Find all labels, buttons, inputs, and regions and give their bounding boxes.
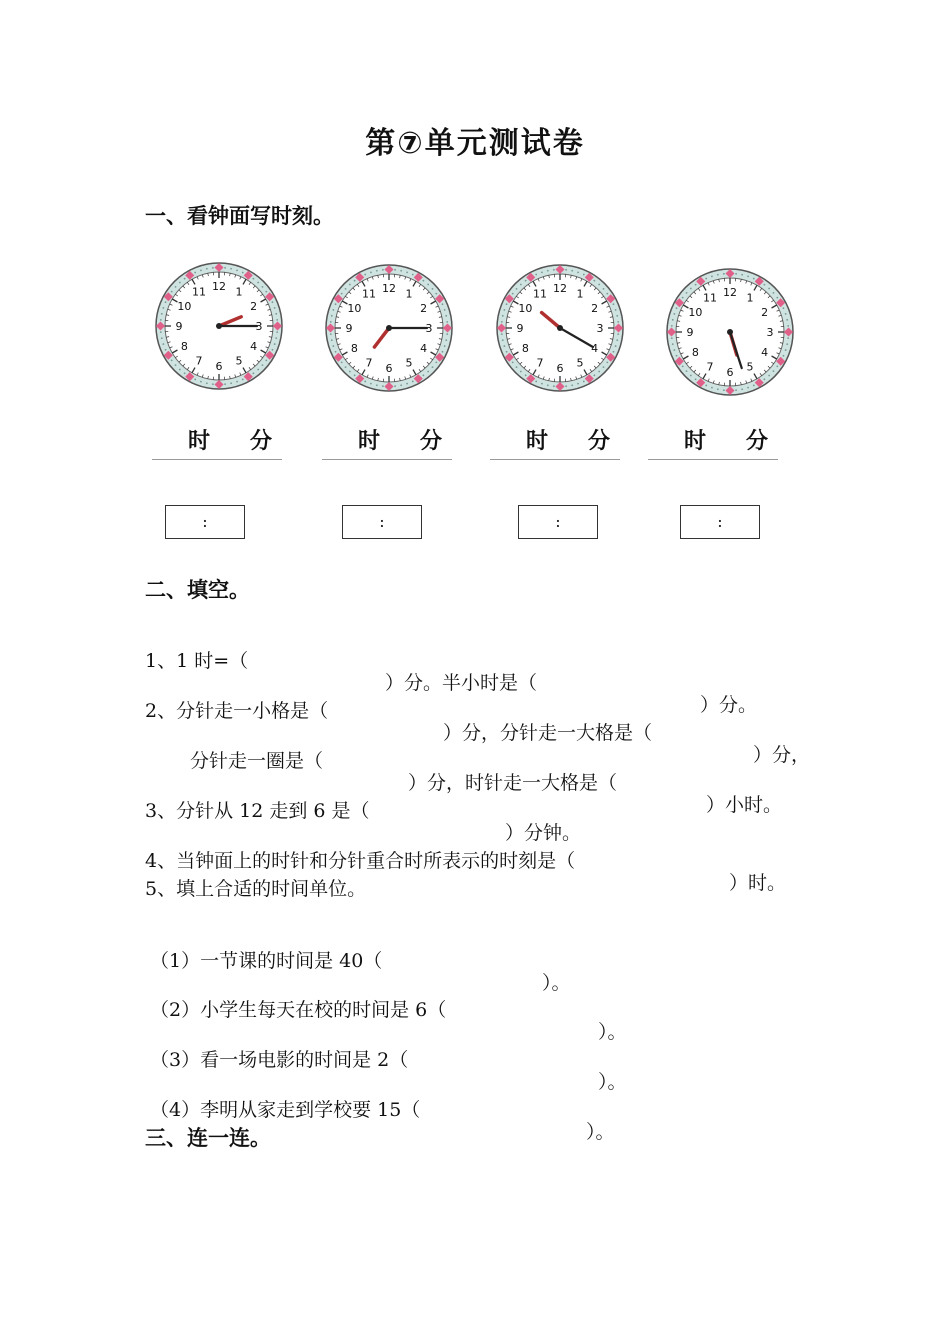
clock-numeral: 3 xyxy=(766,326,774,339)
rim-dot xyxy=(265,359,267,361)
clock-numeral: 5 xyxy=(576,356,584,370)
q2-part-f[interactable]: ）小时。 xyxy=(706,794,783,816)
clock-numeral: 4 xyxy=(420,342,428,355)
clock-face-2 xyxy=(323,262,455,394)
rim-dot xyxy=(512,361,514,363)
rim-dot xyxy=(676,355,678,357)
clock-numeral: 7 xyxy=(195,354,203,368)
rim-dot xyxy=(717,274,719,276)
rim-dot xyxy=(257,369,259,371)
rim-dot xyxy=(274,343,276,345)
hour-label: 时 xyxy=(684,429,707,454)
q1-part-a: 1、1 时=（ xyxy=(145,650,249,672)
rim-dot xyxy=(432,288,434,290)
rim-dot xyxy=(535,274,537,276)
rim-dot xyxy=(673,349,675,351)
rim-dot xyxy=(161,337,163,339)
clock-numeral: 3 xyxy=(425,322,433,335)
digital-time-box-2[interactable]: : xyxy=(342,505,422,539)
q2-part-d: 分针走一圈是（ xyxy=(190,750,324,772)
rim-dot xyxy=(785,313,787,315)
rim-dot xyxy=(717,388,719,390)
hour-label: 时 xyxy=(526,429,549,454)
rim-dot xyxy=(274,307,276,309)
clock-numeral: 7 xyxy=(536,356,544,370)
rim-dot xyxy=(768,375,770,377)
q1-part-c[interactable]: ）分。 xyxy=(700,694,758,716)
hour-label: 时 xyxy=(188,429,211,454)
clock-numeral: 1 xyxy=(235,285,243,299)
rim-dot xyxy=(406,383,408,385)
rim-dot xyxy=(723,273,725,275)
rim-dot xyxy=(705,278,707,280)
rim-dot xyxy=(606,361,608,363)
rim-dot xyxy=(723,389,725,391)
rim-dot xyxy=(376,270,378,272)
time-answer-line-1[interactable] xyxy=(152,424,282,460)
clock-numeral: 9 xyxy=(516,322,524,335)
digital-time-box-4[interactable]: : xyxy=(680,505,760,539)
clock-numeral: 8 xyxy=(691,346,699,359)
rim-dot xyxy=(525,280,527,282)
clock-numeral: 12 xyxy=(723,286,737,299)
rim-dot xyxy=(747,275,749,277)
clock-numeral: 2 xyxy=(250,300,258,313)
rim-dot xyxy=(354,280,356,282)
rim-dot xyxy=(162,343,164,345)
rim-dot xyxy=(400,384,402,386)
rim-dot xyxy=(444,309,446,311)
rim-dot xyxy=(427,371,429,373)
rim-dot xyxy=(711,387,713,389)
rim-dot xyxy=(711,275,713,277)
rim-dot xyxy=(705,385,707,387)
rim-dot xyxy=(262,286,264,288)
minute-label: 分 xyxy=(420,429,443,454)
rim-dot xyxy=(603,366,605,368)
rim-dot xyxy=(783,355,785,357)
clock-numeral: 9 xyxy=(175,320,183,333)
minute-label: 分 xyxy=(250,429,273,454)
q5-4-part-b[interactable]: ）。 xyxy=(586,1121,615,1143)
rim-dot xyxy=(617,321,619,323)
rim-dot xyxy=(230,268,232,270)
rim-dot xyxy=(768,288,770,290)
clock-center xyxy=(557,325,563,331)
rim-dot xyxy=(593,374,595,376)
rim-dot xyxy=(432,366,434,368)
rim-dot xyxy=(686,370,688,372)
q5-2-part-a: （2）小学生每天在校的时间是 6（ xyxy=(150,999,447,1021)
rim-dot xyxy=(672,319,674,321)
q5-3-part-a: （3）看一场电影的时间是 2（ xyxy=(150,1049,409,1071)
minute-label: 分 xyxy=(746,429,769,454)
rim-dot xyxy=(682,297,684,299)
clock-numeral: 7 xyxy=(365,356,373,370)
rim-dot xyxy=(422,280,424,282)
rim-dot xyxy=(686,292,688,294)
rim-dot xyxy=(502,339,504,341)
rim-dot xyxy=(442,351,444,353)
clock-numeral: 2 xyxy=(420,302,428,315)
rim-dot xyxy=(787,337,789,339)
rim-dot xyxy=(160,331,162,333)
q5-1-part-b[interactable]: ）。 xyxy=(542,972,571,994)
rim-dot xyxy=(773,292,775,294)
rim-dot xyxy=(330,333,332,335)
rim-dot xyxy=(577,271,579,273)
rim-dot xyxy=(349,371,351,373)
clock-numeral: 10 xyxy=(347,302,362,315)
rim-dot xyxy=(690,375,692,377)
rim-dot xyxy=(236,269,238,271)
clock-numeral: 4 xyxy=(250,340,258,353)
clock-numeral: 3 xyxy=(596,322,604,335)
rim-dot xyxy=(171,291,173,293)
rim-dot xyxy=(682,365,684,367)
rim-dot xyxy=(583,381,585,383)
digital-time-box-1[interactable]: : xyxy=(165,505,245,539)
rim-dot xyxy=(345,288,347,290)
clock-numeral: 1 xyxy=(746,291,754,305)
section-1-heading: 一、看钟面写时刻。 xyxy=(145,204,334,228)
rim-dot xyxy=(275,313,277,315)
rim-dot xyxy=(179,369,181,371)
section-3-heading: 三、连一连。 xyxy=(145,1126,271,1150)
rim-dot xyxy=(435,361,437,363)
rim-dot xyxy=(786,343,788,345)
rim-dot xyxy=(747,387,749,389)
rim-dot xyxy=(165,301,167,303)
clock-numeral: 4 xyxy=(761,346,769,359)
rim-dot xyxy=(236,381,238,383)
rim-dot xyxy=(741,274,743,276)
q5-2-part-b[interactable]: ）。 xyxy=(598,1021,627,1043)
rim-dot xyxy=(394,385,396,387)
rim-dot xyxy=(435,293,437,295)
rim-dot xyxy=(364,274,366,276)
clock-face-3 xyxy=(494,262,626,394)
rim-dot xyxy=(212,267,214,269)
clock-numeral: 11 xyxy=(533,287,547,301)
rim-dot xyxy=(776,365,778,367)
clock-numeral: 5 xyxy=(405,356,413,370)
rim-dot xyxy=(175,364,177,366)
rim-dot xyxy=(520,284,522,286)
rim-dot xyxy=(382,385,384,387)
q4-part-b[interactable]: ）时。 xyxy=(729,872,787,894)
rim-dot xyxy=(753,385,755,387)
q1-part-b[interactable]: ）分。半小时是（ xyxy=(385,672,538,694)
rim-dot xyxy=(763,378,765,380)
rim-dot xyxy=(276,331,278,333)
clock-center xyxy=(727,329,733,335)
rim-dot xyxy=(376,384,378,386)
rim-dot xyxy=(262,364,264,366)
rim-dot xyxy=(335,351,337,353)
rim-dot xyxy=(400,270,402,272)
q2-part-e[interactable]: ）分，时针走一大格是（ xyxy=(408,772,618,794)
rim-dot xyxy=(502,315,504,317)
rim-dot xyxy=(735,273,737,275)
rim-dot xyxy=(776,297,778,299)
rim-dot xyxy=(501,333,503,335)
hour-label: 时 xyxy=(358,429,381,454)
rim-dot xyxy=(341,293,343,295)
clock-numeral: 8 xyxy=(521,342,529,355)
rim-dot xyxy=(735,389,737,391)
rim-dot xyxy=(785,349,787,351)
rim-dot xyxy=(512,293,514,295)
rim-dot xyxy=(427,284,429,286)
rim-dot xyxy=(783,307,785,309)
rim-dot xyxy=(565,385,567,387)
clock-numeral: 8 xyxy=(180,340,188,353)
rim-dot xyxy=(571,270,573,272)
rim-dot xyxy=(382,269,384,271)
rim-dot xyxy=(224,267,226,269)
rim-dot xyxy=(446,333,448,335)
clock-numeral: 10 xyxy=(688,306,703,319)
rim-dot xyxy=(412,274,414,276)
rim-dot xyxy=(516,288,518,290)
rim-dot xyxy=(547,270,549,272)
rim-dot xyxy=(671,337,673,339)
rim-dot xyxy=(541,383,543,385)
clock-numeral: 4 xyxy=(591,342,599,355)
rim-dot xyxy=(503,345,505,347)
rim-dot xyxy=(252,372,254,374)
rim-dot xyxy=(206,382,208,384)
rim-dot xyxy=(615,309,617,311)
rim-dot xyxy=(171,359,173,361)
rim-dot xyxy=(330,321,332,323)
clock-numeral: 12 xyxy=(382,282,396,295)
rim-dot xyxy=(603,288,605,290)
q3-part-a: 3、分针从 12 走到 6 是（ xyxy=(145,800,370,822)
section-2-heading: 二、填空。 xyxy=(145,578,250,602)
clock-numeral: 1 xyxy=(576,287,584,301)
rim-dot xyxy=(672,343,674,345)
rim-dot xyxy=(671,325,673,327)
rim-dot xyxy=(275,337,277,339)
rim-dot xyxy=(741,388,743,390)
clock-numeral: 6 xyxy=(215,360,223,373)
rim-dot xyxy=(525,374,527,376)
rim-dot xyxy=(412,381,414,383)
rim-dot xyxy=(506,303,508,305)
rim-dot xyxy=(501,321,503,323)
clock-numeral: 9 xyxy=(345,322,353,335)
clock-numeral: 7 xyxy=(706,360,714,374)
clock-numeral: 5 xyxy=(235,354,243,368)
rim-dot xyxy=(676,307,678,309)
rim-dot xyxy=(598,371,600,373)
rim-dot xyxy=(446,321,448,323)
clock-numeral: 1 xyxy=(405,287,413,301)
clock-numeral: 11 xyxy=(192,285,206,299)
rim-dot xyxy=(547,384,549,386)
rim-dot xyxy=(553,269,555,271)
rim-dot xyxy=(445,339,447,341)
clock-numeral: 5 xyxy=(746,360,754,374)
clock-numeral: 2 xyxy=(591,302,599,315)
rim-dot xyxy=(571,384,573,386)
rim-dot xyxy=(613,351,615,353)
rim-dot xyxy=(212,383,214,385)
rim-dot xyxy=(370,271,372,273)
rim-dot xyxy=(162,307,164,309)
q3-part-b[interactable]: ）分钟。 xyxy=(505,822,582,844)
q2-part-b[interactable]: ）分，分针走一大格是（ xyxy=(443,722,653,744)
rim-dot xyxy=(442,303,444,305)
clock-numeral: 10 xyxy=(518,302,533,315)
rim-dot xyxy=(332,309,334,311)
rim-dot xyxy=(577,383,579,385)
clock-numeral: 3 xyxy=(255,320,263,333)
minute-label: 分 xyxy=(588,429,611,454)
rim-dot xyxy=(516,366,518,368)
rim-dot xyxy=(242,379,244,381)
rim-dot xyxy=(673,313,675,315)
rim-dot xyxy=(206,268,208,270)
rim-dot xyxy=(753,278,755,280)
rim-dot xyxy=(276,319,278,321)
clock-numeral: 6 xyxy=(385,362,393,375)
rim-dot xyxy=(787,325,789,327)
q4-part-a: 4、当钟面上的时针和分针重合时所表示的时刻是（ xyxy=(145,850,576,872)
rim-dot xyxy=(520,371,522,373)
rim-dot xyxy=(506,351,508,353)
rim-dot xyxy=(364,381,366,383)
rim-dot xyxy=(331,315,333,317)
rim-dot xyxy=(616,339,618,341)
rim-dot xyxy=(690,288,692,290)
rim-dot xyxy=(763,284,765,286)
rim-dot xyxy=(345,366,347,368)
rim-dot xyxy=(175,286,177,288)
rim-dot xyxy=(242,272,244,274)
clock-numeral: 10 xyxy=(177,300,192,313)
clock-numeral: 9 xyxy=(686,326,694,339)
clock-numeral: 6 xyxy=(556,362,564,375)
page-title: 第⑦单元测试卷 xyxy=(365,126,585,161)
clock-numeral: 12 xyxy=(212,280,226,293)
rim-dot xyxy=(535,381,537,383)
rim-dot xyxy=(613,303,615,305)
clock-numeral: 11 xyxy=(362,287,376,301)
time-answer-line-2[interactable] xyxy=(322,424,452,460)
rim-dot xyxy=(695,378,697,380)
rim-dot xyxy=(194,272,196,274)
rim-dot xyxy=(200,269,202,271)
clock-face-1 xyxy=(153,260,285,392)
clock-center xyxy=(216,323,222,329)
rim-dot xyxy=(184,372,186,374)
rim-dot xyxy=(773,370,775,372)
rim-dot xyxy=(194,379,196,381)
rim-dot xyxy=(332,345,334,347)
rim-dot xyxy=(161,313,163,315)
rim-dot xyxy=(165,349,167,351)
rim-dot xyxy=(503,309,505,311)
rim-dot xyxy=(583,274,585,276)
rim-dot xyxy=(565,269,567,271)
rim-dot xyxy=(272,301,274,303)
rim-dot xyxy=(341,361,343,363)
clock-face-4 xyxy=(664,266,796,398)
rim-dot xyxy=(354,374,356,376)
rim-dot xyxy=(331,339,333,341)
q2-part-a: 2、分针走一小格是（ xyxy=(145,700,329,722)
rim-dot xyxy=(616,315,618,317)
rim-dot xyxy=(394,269,396,271)
time-answer-line-4[interactable] xyxy=(648,424,778,460)
rim-dot xyxy=(786,319,788,321)
clock-numeral: 2 xyxy=(761,306,769,319)
rim-dot xyxy=(272,349,274,351)
rim-dot xyxy=(593,280,595,282)
rim-dot xyxy=(265,291,267,293)
question-5-heading: 5、填上合适的时间单位。 xyxy=(145,878,367,900)
rim-dot xyxy=(179,282,181,284)
rim-dot xyxy=(160,319,162,321)
q5-4-part-a: （4）李明从家走到学校要 15（ xyxy=(150,1099,421,1121)
rim-dot xyxy=(617,333,619,335)
rim-dot xyxy=(422,374,424,376)
q2-part-c[interactable]: ）分， xyxy=(753,744,811,766)
rim-dot xyxy=(335,303,337,305)
rim-dot xyxy=(370,383,372,385)
rim-dot xyxy=(444,345,446,347)
rim-dot xyxy=(349,284,351,286)
rim-dot xyxy=(445,315,447,317)
rim-dot xyxy=(541,271,543,273)
clock-numeral: 6 xyxy=(726,366,734,379)
rim-dot xyxy=(257,282,259,284)
rim-dot xyxy=(606,293,608,295)
rim-dot xyxy=(598,284,600,286)
rim-dot xyxy=(184,278,186,280)
q5-3-part-b[interactable]: ）。 xyxy=(598,1071,627,1093)
rim-dot xyxy=(252,278,254,280)
digital-time-box-3[interactable]: : xyxy=(518,505,598,539)
rim-dot xyxy=(230,382,232,384)
q5-1-part-a: （1）一节课的时间是 40（ xyxy=(150,950,383,972)
clock-center xyxy=(386,325,392,331)
rim-dot xyxy=(615,345,617,347)
clock-numeral: 12 xyxy=(553,282,567,295)
rim-dot xyxy=(200,381,202,383)
time-answer-line-3[interactable] xyxy=(490,424,620,460)
rim-dot xyxy=(695,284,697,286)
clock-numeral: 8 xyxy=(350,342,358,355)
clock-numeral: 11 xyxy=(703,291,717,305)
rim-dot xyxy=(224,383,226,385)
rim-dot xyxy=(553,385,555,387)
rim-dot xyxy=(406,271,408,273)
